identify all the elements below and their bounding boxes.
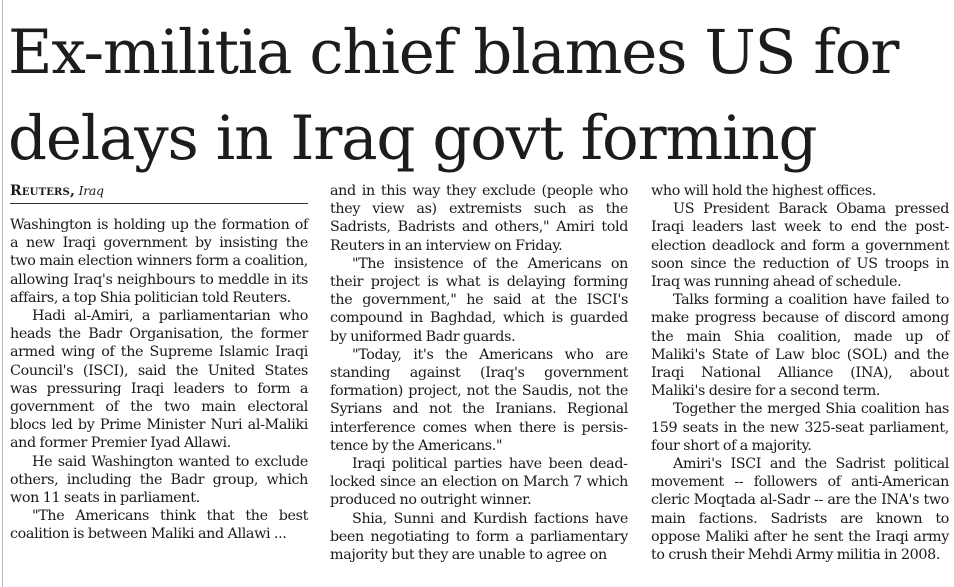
headline-line-1: Ex-militia chief blames US for [8, 17, 899, 88]
article-column-3 [651, 182, 949, 564]
paragraph: US President Barack Obama pressed Iraqi leaders last week to end the post-election deadlock and form a government soon since the reduction of US troops in Iraq was running ahead of schedule. [651, 201, 949, 291]
article-column-2 [330, 182, 628, 564]
paragraph: Washington is holding up the formation of a new Iraqi government by insisting the two main election winners form a coalition, allowing Iraq's neighbours to meddle in its affairs, a top Shia politician told Reuters. [10, 217, 308, 306]
article-column-1 [10, 182, 308, 544]
headline-line-2: delays in Iraq govt forming [8, 103, 817, 174]
paragraph: and in this way they exclude (people who they view as) extremists such as the Sadrists, Badrists and others," Amiri told Reuters in an interview on Friday. [330, 183, 628, 254]
paragraph: Iraqi political parties have been deadlocked since an election on March 7 which produced no outright winner. [330, 456, 628, 509]
paragraph: "The insistence of the Americans on their project is what is delaying forming the government," he said at the ISCI's compound in Baghdad, which is guarded by uniformed Badr guards. [330, 255, 628, 345]
paragraph: Hadi al-Amiri, a parliamentarian who heads the Badr Organisation, the former armed wing of the Supreme Islamic Iraqi Council's (ISCI), said the United States was pressuring Iraqi leaders to form a government of the two main electoral blocs led by Prime Minister Nuri al-Maliki and former Premier Iyad Allawi. [10, 308, 308, 452]
paragraph: Shia, Sunni and Kurdish factions have been negotiating to form a parliamentary majority but they are unable to agree on [330, 510, 628, 564]
paragraph: He said Washington wanted to exclude others, including the Badr group, which won 11 seats in parliament. [10, 453, 308, 507]
byline [10, 182, 308, 204]
page-edge-rule [2, 0, 3, 587]
paragraph: Talks forming a coalition have failed to make progress because of discord among the main Shia coalition, made up of Maliki's State of Law bloc (SOL) and the Iraqi National Alliance (INA), about Maliki's desire for a second term. [651, 292, 949, 400]
paragraph: "The Americans think that the best coalition is between Maliki and Allawi ... [10, 508, 308, 543]
paragraph: Amiri's ISCI and the Sadrist political movement -- followers of anti-American cleric Moqtada al-Sadr -- are the INA's two main factions. Sadrists are known to oppose Maliki after he sent the Iraqi army to crush their Mehdi Army militia in 2008. [651, 456, 949, 564]
headline [8, 10, 948, 182]
byline-place: Iraq [78, 183, 104, 198]
paragraph: who will hold the highest offices. [651, 183, 877, 199]
paragraph: "Today, it's the Americans who are standing against (Iraq's government formation) project, not the Saudis, not the Syrians and not the Iranians. Regional interference comes when there is persistence by the Americans." [330, 346, 628, 454]
paragraph: Together the merged Shia coalition has 159 seats in the new 325-seat parliament, four short of a majority. [651, 401, 949, 454]
byline-agency: Reuters, [10, 183, 76, 199]
